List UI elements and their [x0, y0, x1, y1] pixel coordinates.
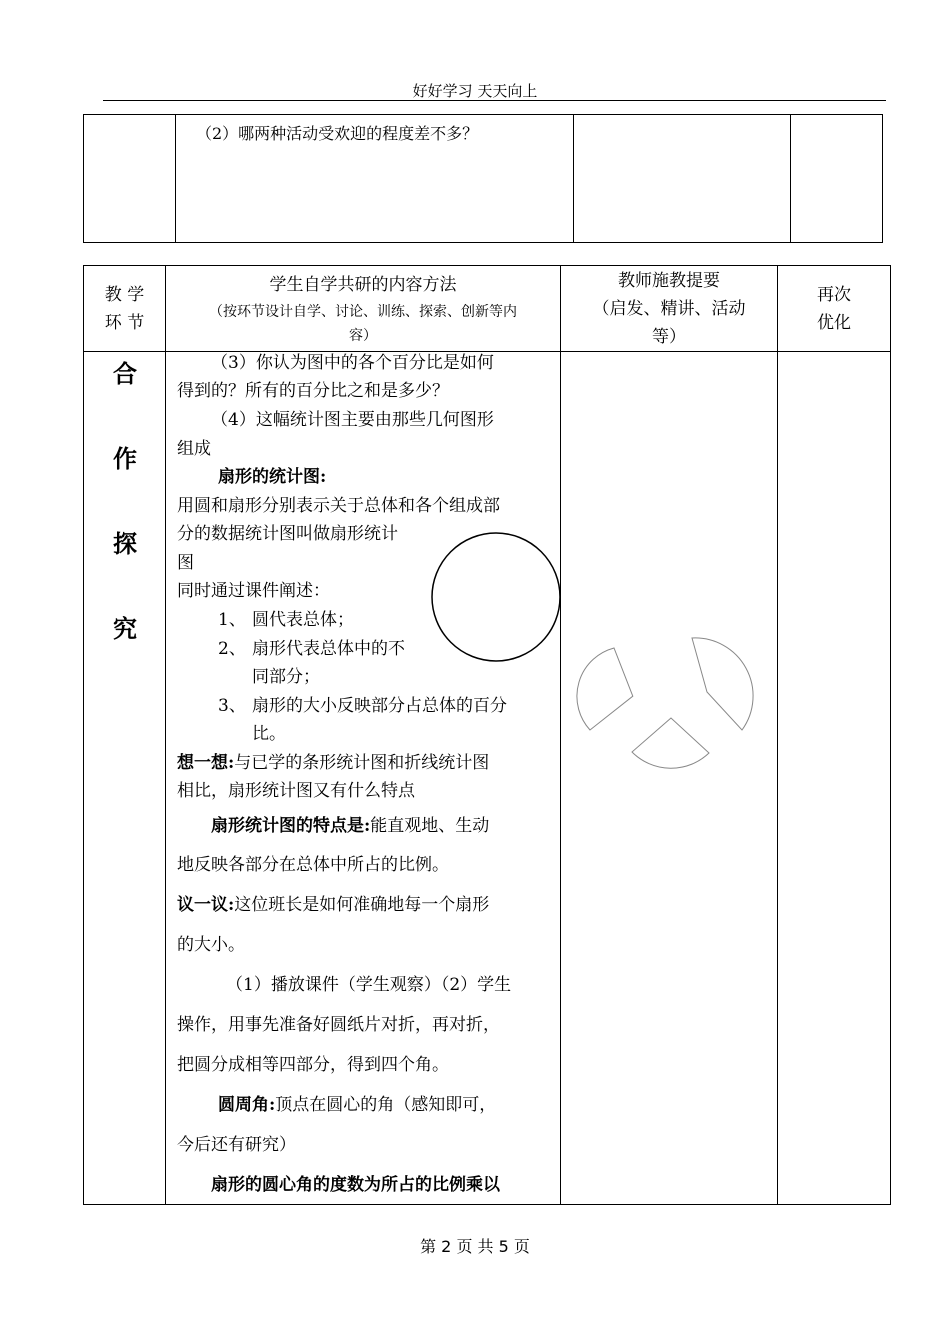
header-optimize: 再次 优化 — [778, 266, 891, 352]
circle-shape — [432, 533, 560, 661]
definition-line2: 分的数据统计图叫做扇形统计 — [177, 524, 398, 544]
angle-label: 圆周角: — [218, 1095, 276, 1115]
stage-cell — [84, 352, 166, 1205]
central-angle-line: 扇形的圆心角的度数为所占的比例乘以 — [211, 1175, 500, 1195]
whole-circle-figure — [431, 532, 561, 662]
activity-line1: （1）播放课件（学生观察）（2）学生 — [226, 975, 512, 995]
point-2-number: 2、 — [218, 639, 246, 659]
question-3-line2: 得到的？所有的百分比之和是多少？ — [177, 381, 449, 401]
definition-line1: 用圆和扇形分别表示关于总体和各个组成部 — [177, 496, 500, 516]
optimize-cell — [778, 352, 891, 1205]
discuss-line1: 议一议:这位班长是如何准确地每一个扇形 — [177, 895, 490, 915]
page-footer: 第 2 页 共 5 页 — [420, 1237, 530, 1256]
question-4-line2: 组成 — [177, 439, 211, 459]
activity-line2: 操作，用事先准备好圆纸片对折，再对折， — [177, 1015, 500, 1035]
sector-shape-right — [692, 638, 753, 730]
header-teacher: 教师施教提要 （启发、精讲、活动 等） — [561, 266, 778, 352]
stage-char-3: 探 — [113, 530, 137, 558]
optimize-cell-empty — [791, 115, 883, 243]
header-content: 学生自学共研的内容方法 （按环节设计自学、讨论、训练、探索、创新等内 容） — [166, 266, 561, 352]
discuss-line2: 的大小。 — [177, 935, 245, 955]
think-line1: 想一想:与已学的条形统计图和折线统计图 — [177, 753, 490, 773]
page-header: 好好学习 天天向上 — [412, 82, 538, 100]
discuss-label: 议一议: — [177, 895, 235, 915]
explain-line: 同时通过课件阐述： — [177, 581, 330, 601]
point-3-text-line2: 比。 — [252, 724, 286, 744]
think-label: 想一想: — [177, 753, 235, 773]
header-stage: 教 学 环 节 — [84, 266, 166, 352]
teacher-cell-empty — [574, 115, 791, 243]
continuation-table — [83, 114, 883, 243]
feature-line2: 地反映各部分在总体中所占的比例。 — [177, 855, 449, 875]
question-3-line1: （3）你认为图中的各个百分比是如何 — [211, 353, 494, 373]
angle-line2: 今后还有研究） — [177, 1135, 296, 1155]
stage-char-4: 究 — [113, 615, 137, 643]
feature-label: 扇形统计图的特点是: — [211, 816, 371, 836]
activity-line3: 把圆分成相等四部分，得到四个角。 — [177, 1055, 449, 1075]
point-1-number: 1、 — [218, 610, 246, 630]
fan-chart-title: 扇形的统计图: — [218, 467, 327, 487]
angle-line1: 圆周角:顶点在圆心的角（感知即可， — [218, 1095, 497, 1115]
stage-char-1: 合 — [113, 360, 137, 388]
question-2: （2）哪两种活动受欢迎的程度差不多？ — [176, 115, 574, 243]
question-4-line1: （4）这幅统计图主要由那些几何图形 — [211, 410, 494, 430]
point-2-text-line1: 扇形代表总体中的不 — [252, 639, 405, 659]
stage-char-2: 作 — [113, 445, 137, 473]
definition-line3: 图 — [177, 553, 194, 573]
think-line2: 相比，扇形统计图又有什么特点 — [177, 781, 415, 801]
sector-pieces-figure — [570, 630, 770, 780]
feature-line1: 扇形统计图的特点是:能直观地、生动 — [211, 816, 490, 836]
point-1-text: 圆代表总体； — [252, 610, 354, 630]
point-2-text-line2: 同部分； — [252, 667, 320, 687]
sector-shape-bottom — [632, 718, 709, 768]
point-3-text-line1: 扇形的大小反映部分占总体的百分 — [252, 696, 507, 716]
stage-cell-empty — [84, 115, 176, 243]
header-rule — [103, 100, 886, 101]
sector-shape-left — [577, 648, 633, 730]
content-cell — [166, 352, 561, 1205]
point-3-number: 3、 — [218, 696, 246, 716]
